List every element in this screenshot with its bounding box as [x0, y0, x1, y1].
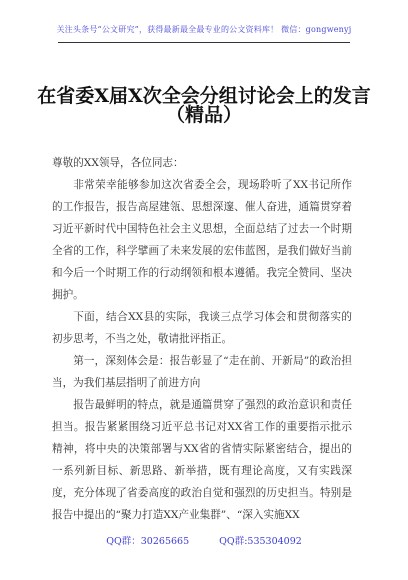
document-subtitle: （精品）	[165, 104, 242, 126]
salutation: 尊敬的XX领导，各位同志：	[52, 157, 184, 169]
header-divider	[58, 42, 350, 43]
header-note: 关注头条号“公文研究”，获得最新最全最专业的公文资料库！ 微信：gongwenyj	[56, 25, 352, 34]
paragraph: 下面，结合XX县的实际，我谈三点学习体会和贯彻落实的初步思考，不当之处，敬请批评指正。	[52, 311, 352, 345]
paragraph: 非常荣幸能够参加这次省委全会，现场聆听了XX书记所作的工作报告，报告高屋建瓴、思想深邃、催人奋进，通篇贯穿着习近平新时代中国特色社会主义思想，全面总结了过去一个时期全省的工作，科学擘画了未来发展的宏伟蓝图，是我们做好当前和今后一个时期工作的行动纲领和根本遵循。我完全赞同、坚决拥护。	[52, 179, 352, 301]
footer-qq-group-2: QQ群:535304092	[219, 536, 302, 547]
document-body	[52, 152, 352, 526]
footer	[0, 533, 408, 547]
paragraph-heading: 第一，深刻体会是：报告彰显了“走在前、开新局”的政治担当，为我们基层指明了前进方向	[52, 355, 352, 389]
document-title: 在省委X届X次全会分组讨论会上的发言	[37, 85, 371, 107]
paragraph: 报告最鲜明的特点，就是通篇贯穿了强烈的政治意识和责任担当。报告紧紧围绕习近平总书记对XX省工作的重要指示批示精神，将中央的决策部署与XX省的省情实际紧密结合，提出的一系列新目标、新思路、新举措，既有理论高度，又有实践深度，充分体现了省委高度的政治自觉和强烈的历史担当。特别是报告中提出的“聚力打造XX产业集群”、“深入实施XX	[52, 399, 352, 521]
footer-qq-group-1: QQ群：30265665	[106, 536, 190, 547]
